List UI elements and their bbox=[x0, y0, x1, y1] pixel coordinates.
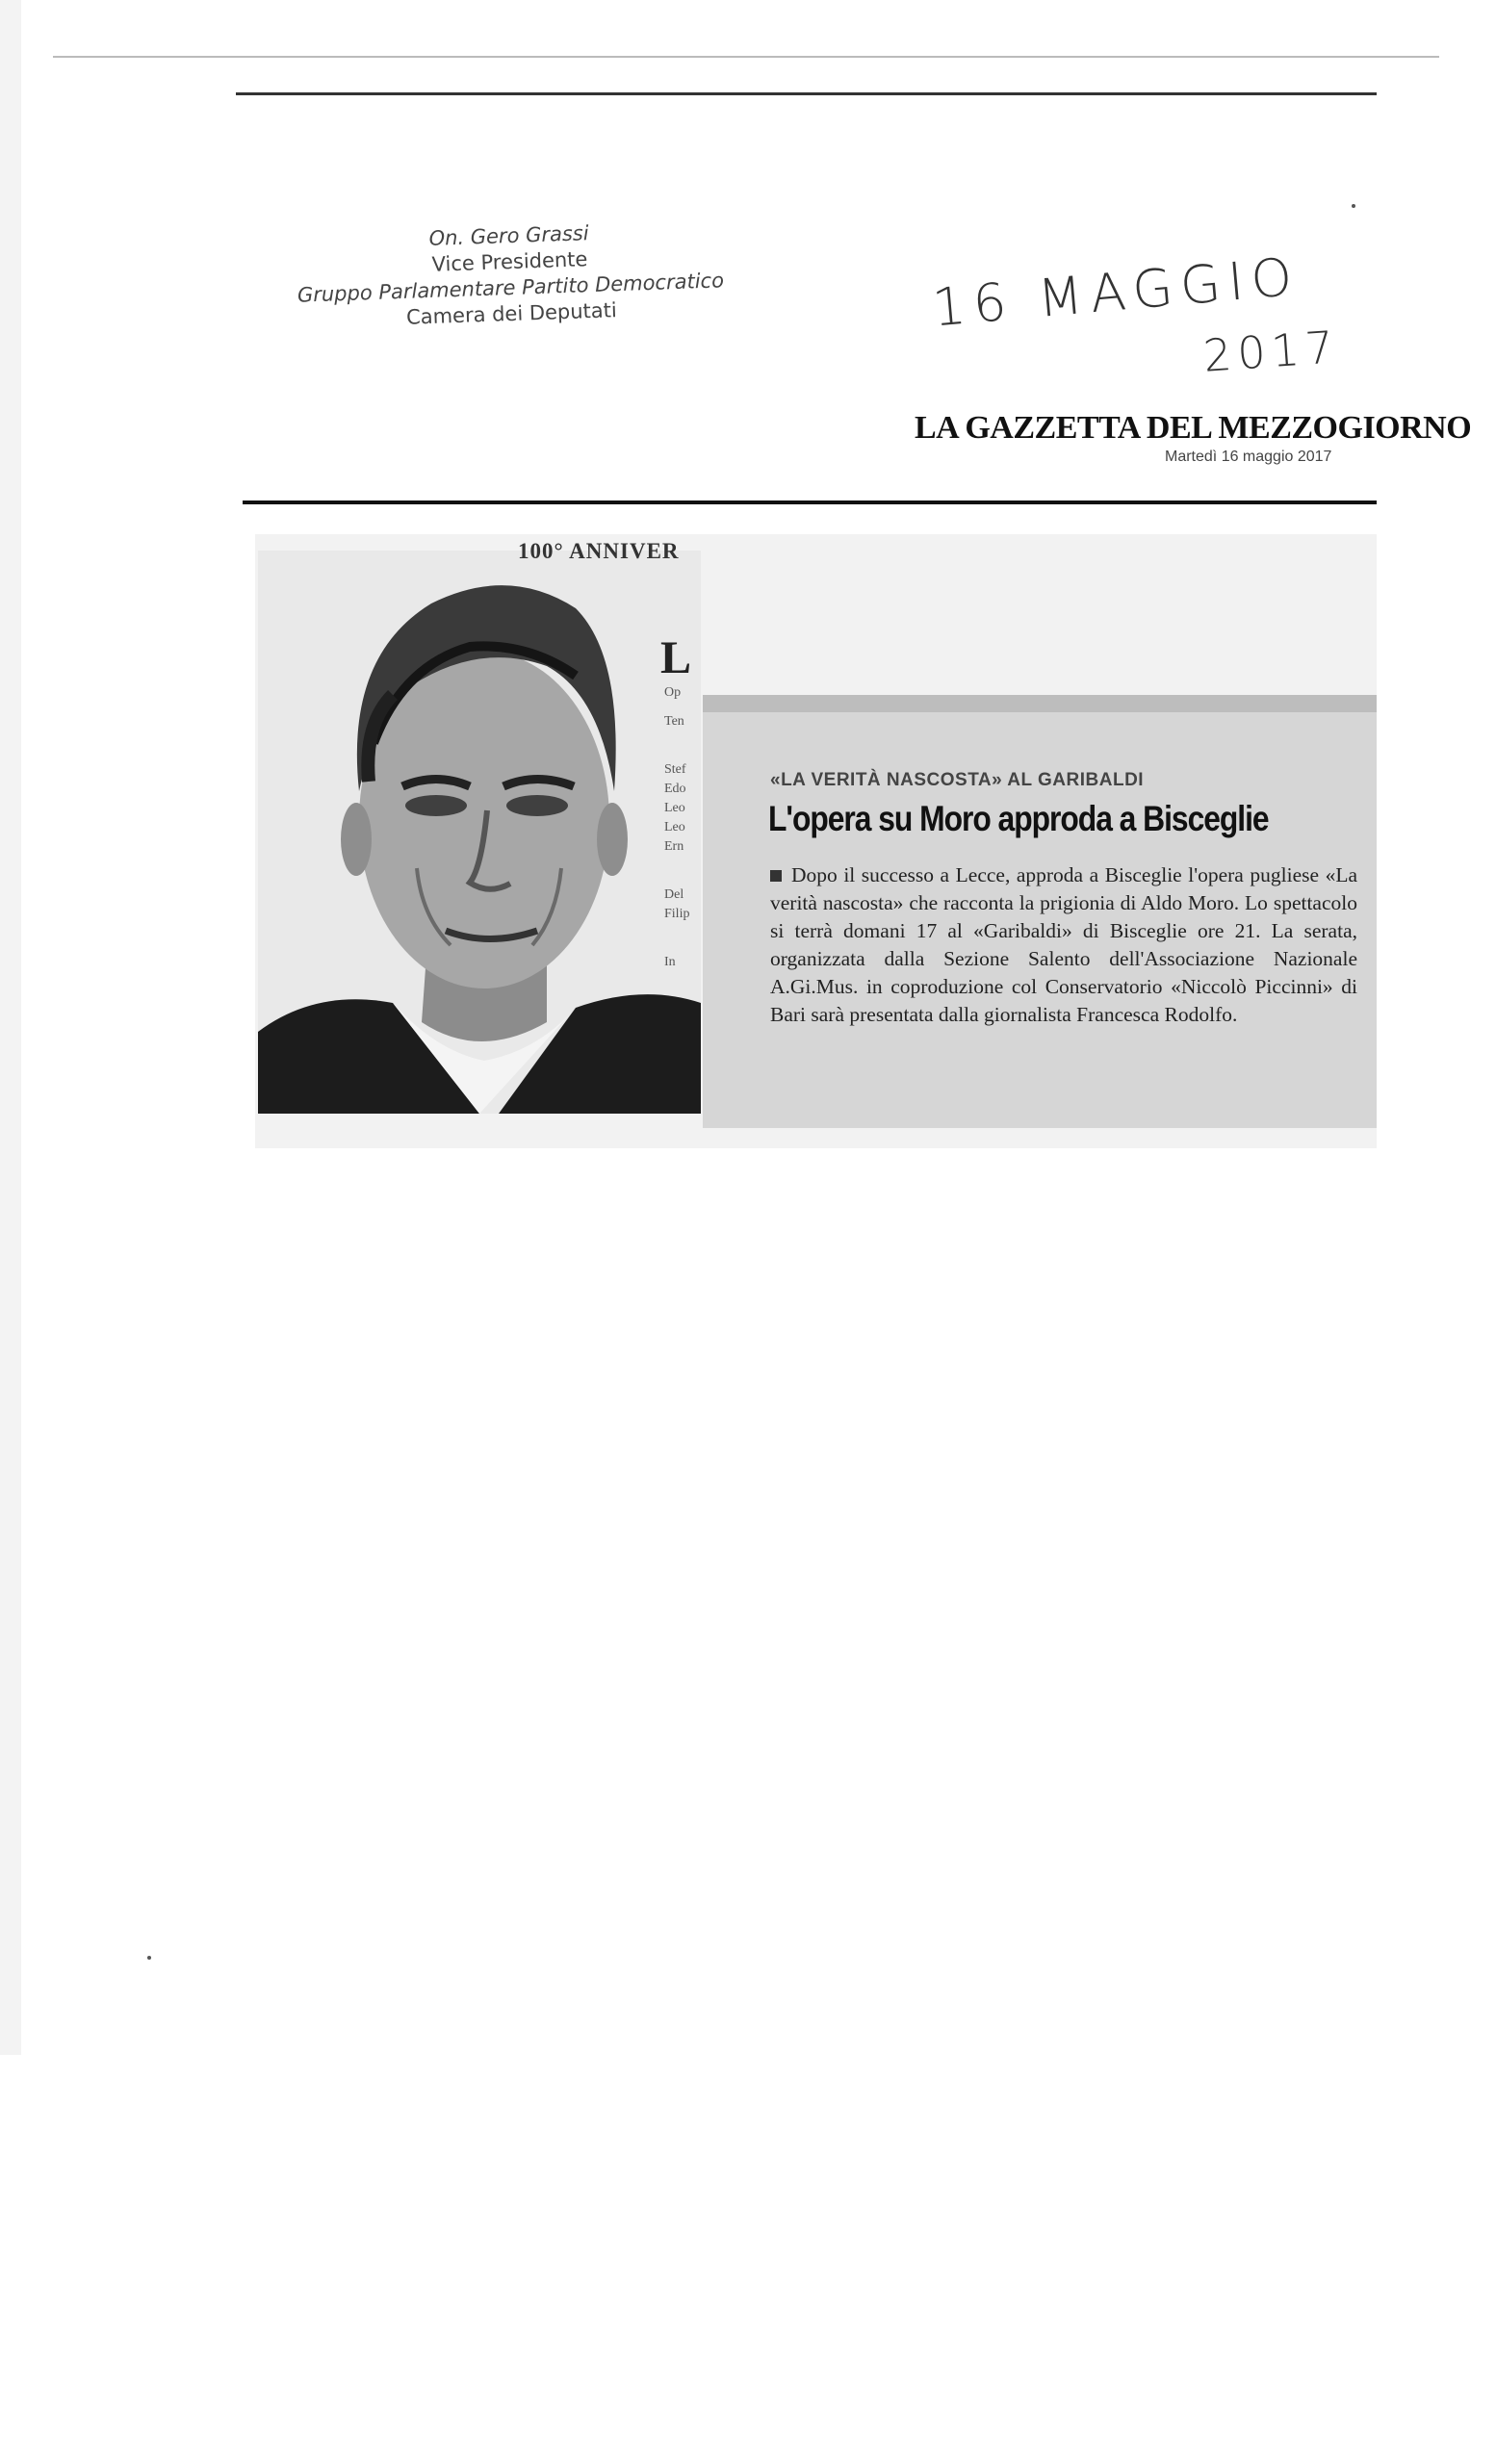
article-body-text: Dopo il successo a Lecce, approda a Bisceglie l'opera pugliese «La verità nascosta» che racconta la prigionia di Aldo Moro. Lo spettacolo si terrà domani 17 al «Garibaldi» di Bisceglie ore 21. La serata, organizzata dalla Sezione Salento dell'Associazione Nazionale A.Gi.Mus. in coproduzione col Conservatorio «Niccolò Piccinni» di Bari sarà presentata dalla giornalista Francesca Rodolfo. bbox=[770, 863, 1357, 1026]
scan-speck bbox=[1352, 204, 1355, 208]
margin-word: Edo bbox=[664, 782, 686, 796]
letterhead-chamber: Camera dei Deputati bbox=[405, 298, 618, 329]
handwritten-date: 16 MAGGIO bbox=[929, 245, 1303, 339]
article-kicker: «LA VERITÀ NASCOSTA» AL GARIBALDI bbox=[770, 770, 1145, 790]
margin-word: Stef bbox=[664, 762, 686, 777]
letterhead bbox=[287, 216, 733, 335]
margin-word: Op bbox=[664, 685, 682, 700]
letterhead-role: Vice Presidente bbox=[431, 247, 588, 276]
top-rule bbox=[236, 92, 1377, 95]
newspaper-masthead: LA GAZZETTA DEL MEZZOGIORNO bbox=[915, 410, 1472, 446]
handwritten-year: 2017 bbox=[1201, 321, 1341, 382]
margin-word: Del bbox=[664, 887, 684, 902]
margin-word: Ern bbox=[664, 839, 684, 854]
letterhead-name: On. Gero Grassi bbox=[428, 221, 589, 250]
margin-word: Leo bbox=[664, 801, 685, 815]
margin-word: Ten bbox=[664, 714, 684, 729]
masthead-rule bbox=[243, 500, 1377, 504]
aldo-moro-portrait bbox=[258, 551, 701, 1114]
margin-initial-letter: L bbox=[660, 632, 692, 683]
top-rule-faint bbox=[53, 56, 1439, 58]
newspaper-dateline: Martedì 16 maggio 2017 bbox=[1165, 449, 1332, 465]
anniversary-label: 100° ANNIVER bbox=[518, 539, 680, 563]
bullet-icon bbox=[770, 870, 782, 882]
margin-word: Filip bbox=[664, 907, 690, 921]
article-headline: L'opera su Moro approda a Bisceglie bbox=[768, 799, 1269, 838]
letterhead-group: Gruppo Parlamentare Partito Democratico bbox=[297, 269, 725, 307]
clipping-top-strip bbox=[703, 695, 1377, 712]
article-body bbox=[770, 861, 1357, 1029]
margin-word: Leo bbox=[664, 820, 685, 834]
scan-page-edge bbox=[0, 0, 21, 2055]
margin-word: In bbox=[664, 955, 676, 969]
scan-speck bbox=[147, 1956, 151, 1960]
